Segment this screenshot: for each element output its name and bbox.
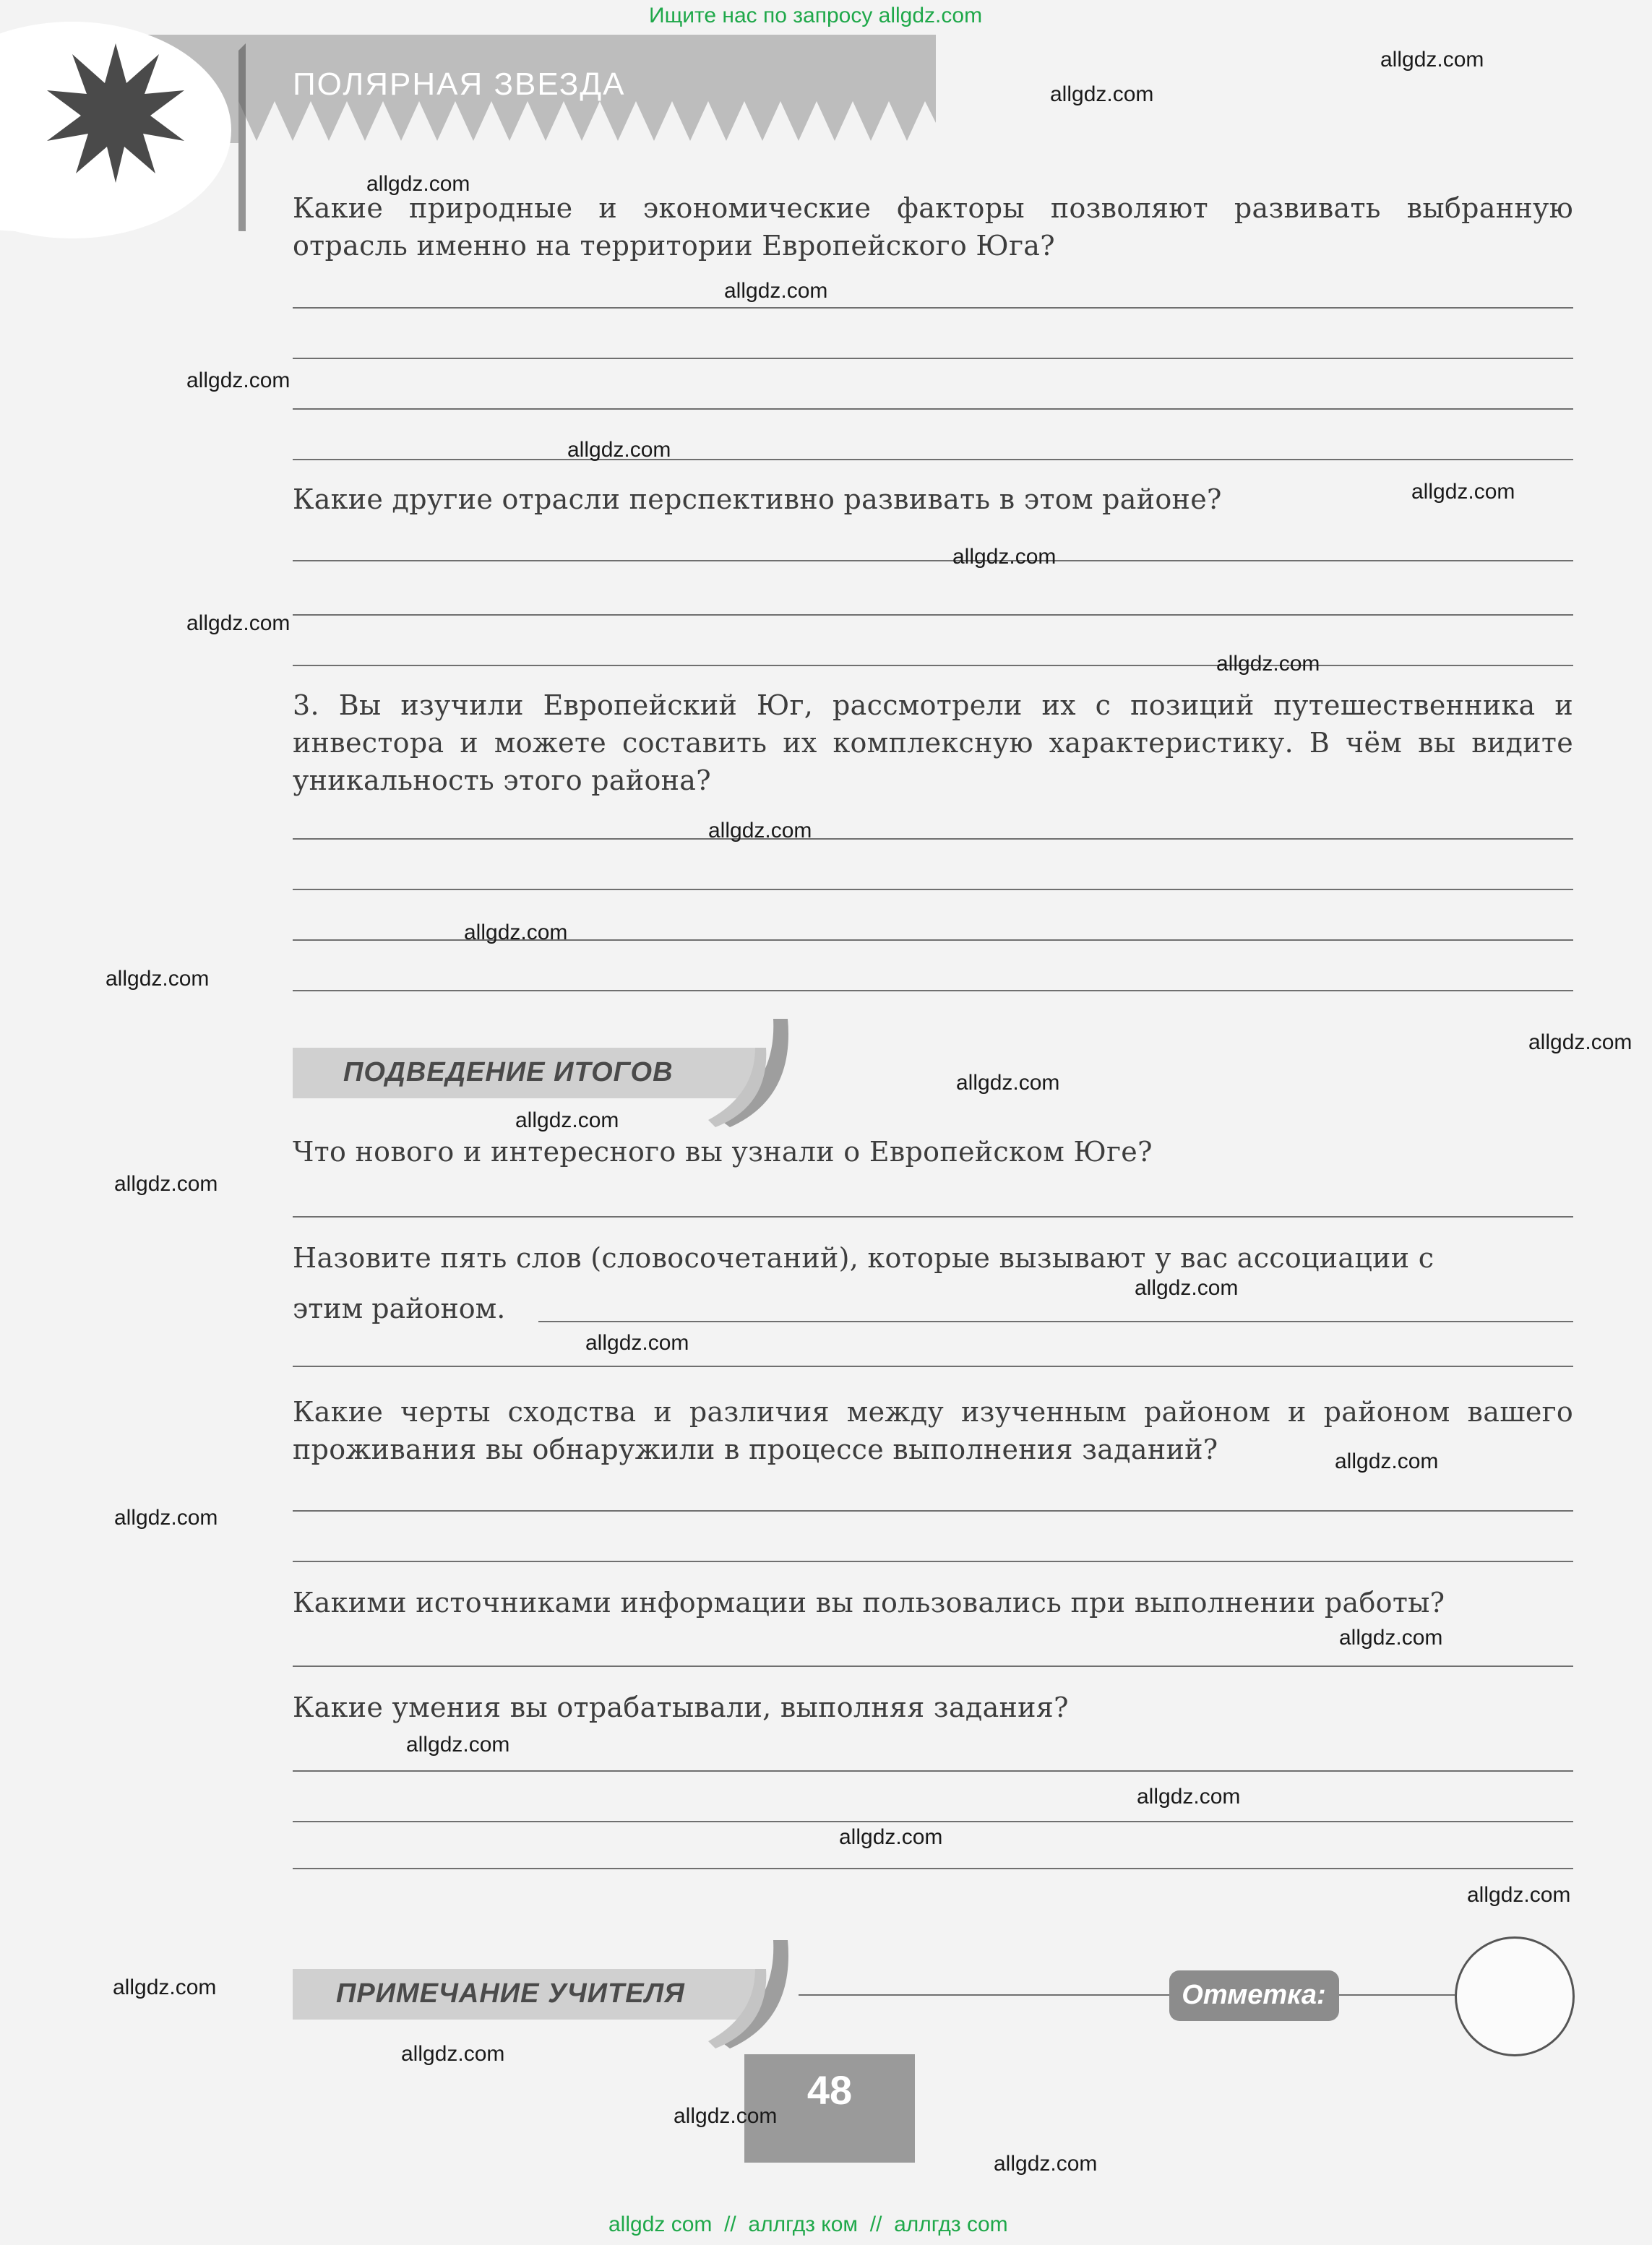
answer-line[interactable] <box>293 1868 1573 1869</box>
watermark: allgdz.com <box>1467 1883 1571 1907</box>
watermark: allgdz.com <box>952 545 1057 569</box>
question-other-industries: Какие другие отрасли перспективно развивать в этом районе? <box>293 483 1222 515</box>
answer-line[interactable] <box>293 358 1573 359</box>
watermark: allgdz.com <box>186 369 291 392</box>
answer-line[interactable] <box>293 307 1573 309</box>
watermark: allgdz.com <box>674 2104 778 2128</box>
question-uniqueness: 3. Вы изучили Европейский Юг, рассмотрели их с позиций путешественника и инвестора и можете составить их комплексную характеристику. В чём вы видите уникальность этого района? <box>293 689 1573 796</box>
answer-line[interactable] <box>293 408 1573 410</box>
watermark: allgdz.com <box>1216 652 1320 676</box>
answer-line[interactable] <box>293 1510 1573 1512</box>
answer-line[interactable] <box>293 1666 1573 1667</box>
answer-line[interactable] <box>293 1821 1573 1822</box>
watermark: allgdz.com <box>1528 1030 1632 1054</box>
bottom-banner[interactable]: allgdz com // аллгдз ком // аллгдз com <box>608 2212 1008 2236</box>
answer-line[interactable] <box>293 1561 1573 1562</box>
grade-label: Отметка: <box>1182 1980 1326 2010</box>
answer-line[interactable] <box>293 1216 1573 1218</box>
answer-line[interactable] <box>538 1321 1573 1322</box>
teacher-note-line[interactable] <box>799 1994 1174 1996</box>
summary-associations: Назовите пять слов (словосочетаний), которые вызывают у вас ассоциации с <box>293 1242 1434 1274</box>
answer-line[interactable] <box>293 459 1573 460</box>
answer-line[interactable] <box>293 1366 1573 1367</box>
watermark: allgdz.com <box>406 1733 510 1757</box>
top-banner[interactable]: Ищите нас по запросу allgdz.com <box>649 4 983 27</box>
watermark: allgdz.com <box>515 1108 619 1132</box>
watermark: allgdz.com <box>1380 48 1484 72</box>
question-factors: Какие природные и экономические факторы позволяют развивать выбранную отрасль именно на территории Европейского Юга? <box>293 192 1573 262</box>
summary-sources: Какими источниками информации вы пользовались при выполнении работы? <box>293 1587 1445 1619</box>
watermark: allgdz.com <box>401 2042 505 2066</box>
watermark: allgdz.com <box>1411 480 1515 504</box>
teacher-note-swoosh <box>708 1940 809 2048</box>
watermark: allgdz.com <box>113 1975 217 1999</box>
watermark: allgdz.com <box>114 1172 218 1196</box>
page-number: 48 <box>806 2067 853 2113</box>
watermark: allgdz.com <box>994 2152 1098 2176</box>
watermark: allgdz.com <box>839 1825 943 1849</box>
watermark: allgdz.com <box>1339 1626 1443 1650</box>
watermark: allgdz.com <box>708 819 812 843</box>
answer-line[interactable] <box>293 1770 1573 1772</box>
answer-line[interactable] <box>293 990 1573 991</box>
series-title: ПОЛЯРНАЯ ЗВЕЗДА <box>293 66 626 102</box>
watermark: allgdz.com <box>106 967 210 991</box>
answer-line[interactable] <box>293 614 1573 616</box>
header-zigzag <box>238 101 936 152</box>
answer-line[interactable] <box>293 889 1573 890</box>
summary-new-facts: Что нового и интересного вы узнали о Европейском Юге? <box>293 1136 1153 1168</box>
watermark: allgdz.com <box>186 611 291 635</box>
watermark: allgdz.com <box>1050 82 1154 106</box>
watermark: allgdz.com <box>1137 1785 1241 1809</box>
summary-title: ПОДВЕДЕНИЕ ИТОГОВ <box>343 1057 674 1087</box>
teacher-note-title: ПРИМЕЧАНИЕ УЧИТЕЛЯ <box>336 1978 685 2009</box>
watermark: allgdz.com <box>1135 1276 1239 1300</box>
answer-line[interactable] <box>293 838 1573 840</box>
summary-similarities: Какие черты сходства и различия между изученным районом и районом вашего проживания вы обнаружили в процессе выполнения заданий? <box>293 1396 1573 1465</box>
grade-line <box>1339 1994 1455 1996</box>
answer-line[interactable] <box>293 560 1573 561</box>
watermark: allgdz.com <box>956 1071 1060 1095</box>
summary-skills: Какие умения вы отрабатывали, выполняя задания? <box>293 1692 1069 1723</box>
watermark: allgdz.com <box>724 279 828 303</box>
answer-line[interactable] <box>293 665 1573 666</box>
summary-associations-end: этим районом. <box>293 1293 506 1324</box>
watermark: allgdz.com <box>585 1331 689 1355</box>
summary-swoosh <box>708 1019 809 1127</box>
watermark: allgdz.com <box>1335 1449 1439 1473</box>
watermark: allgdz.com <box>567 438 671 462</box>
watermark: allgdz.com <box>366 172 470 196</box>
grade-circle[interactable] <box>1455 1936 1575 2056</box>
watermark: allgdz.com <box>114 1506 218 1530</box>
watermark: allgdz.com <box>464 921 568 944</box>
